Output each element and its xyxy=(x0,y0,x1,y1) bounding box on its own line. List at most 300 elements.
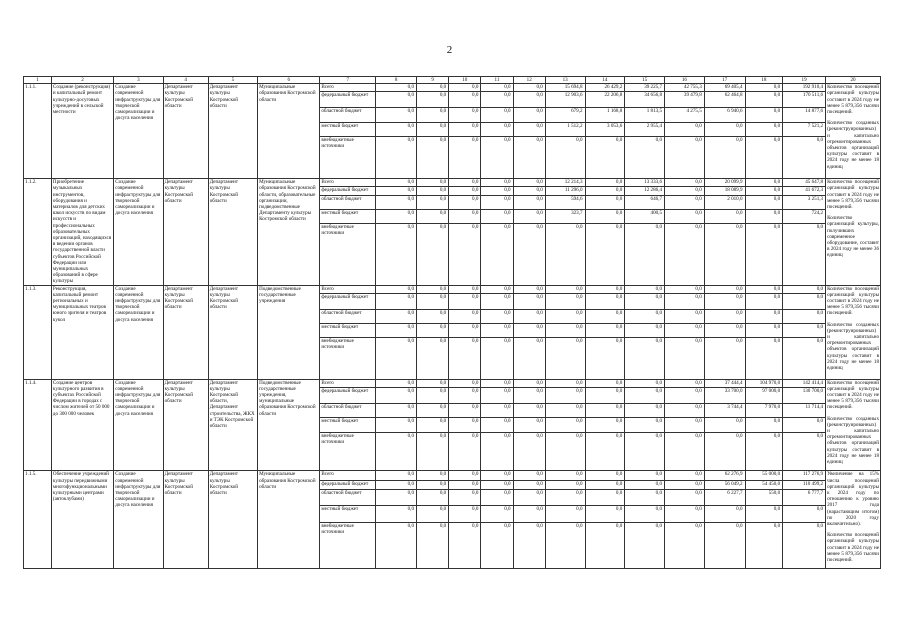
funding-value: 0,0 xyxy=(449,84,481,92)
funding-value: 0,0 xyxy=(545,506,585,522)
funding-value: 0,0 xyxy=(625,404,665,418)
funding-value: 0,0 xyxy=(585,432,625,471)
funding-value: 0,0 xyxy=(745,309,783,323)
funding-value: 56 049,2 xyxy=(704,480,745,489)
funding-value: 0,0 xyxy=(745,337,783,379)
funding-value: 0,0 xyxy=(585,187,625,195)
funding-value: 0,0 xyxy=(585,323,625,337)
funding-value: 13 333,6 xyxy=(625,179,665,187)
row-id: 1.1.3. xyxy=(24,285,52,379)
funding-value: 130 700,0 xyxy=(783,387,826,403)
funding-value: 0,0 xyxy=(665,309,705,323)
recipient: Подведомственные государственные учреждения, муниципальные образования Костромской области xyxy=(258,379,320,471)
measure-name: Приобретение музыкальных инструментов, оборудования и материалов для детских школ искусств по видам искусств и профессиональных образовательных организаций, находящихся в ведении органов государственной власти субъектов Российской Федерации или муниципальных образований в сфере культуры xyxy=(51,179,113,285)
funding-value: 0,0 xyxy=(513,92,545,108)
row-id: 1.1.1. xyxy=(24,84,52,179)
funding-value: 6 940,6 xyxy=(704,108,745,123)
funding-value: 0,0 xyxy=(665,179,705,187)
funding-source: федеральный бюджет xyxy=(320,92,376,108)
funding-value: 0,0 xyxy=(513,387,545,403)
funding-value: 0,0 xyxy=(449,209,481,223)
funding-value: 0,0 xyxy=(665,195,705,209)
funding-value: 0,0 xyxy=(449,108,481,123)
funding-value: 0,0 xyxy=(513,480,545,489)
funding-value: 0,0 xyxy=(745,123,783,137)
funding-value: 0,0 xyxy=(665,480,705,489)
result-text: Количество посещений организаций культуры составит в 2024 году не менее 5 879,356 тысячи посещений. xyxy=(827,285,879,317)
funding-value: 110 499,2 xyxy=(783,480,826,489)
funding-value: 0,0 xyxy=(625,224,665,285)
recipient: Подведомственные государственные учреждения xyxy=(258,285,320,379)
funding-value: 0,0 xyxy=(481,489,513,505)
funding-value: 0,0 xyxy=(449,506,481,522)
funding-value: 4 275,5 xyxy=(665,108,705,123)
administrator: Департамент культуры Костромской области xyxy=(163,179,208,285)
funding-value: 1 512,2 xyxy=(545,123,585,137)
column-number: 6 xyxy=(258,77,320,84)
column-number: 3 xyxy=(114,77,163,84)
funding-value: 0,0 xyxy=(376,432,417,471)
measure-goal: Создание современной инфраструктуры для творческой самореализации и досуга населения xyxy=(114,179,163,285)
funding-value: 0,0 xyxy=(665,522,705,569)
funding-value: 0,0 xyxy=(545,137,585,179)
row-id: 1.1.2. xyxy=(24,179,52,285)
funding-value: 0,0 xyxy=(481,108,513,123)
responsible-executor: Департамент культуры Костромской области xyxy=(208,471,257,569)
funding-value: 0,0 xyxy=(665,187,705,195)
column-number: 20 xyxy=(826,77,881,84)
funding-value: 54 450,0 xyxy=(745,480,783,489)
funding-value: 0,0 xyxy=(481,506,513,522)
funding-value: 0,0 xyxy=(376,404,417,418)
funding-value: 0,0 xyxy=(417,293,449,309)
funding-value: 0,0 xyxy=(704,432,745,471)
funding-value: 0,0 xyxy=(417,195,449,209)
funding-value: 0,0 xyxy=(745,418,783,432)
funding-value: 0,0 xyxy=(545,323,585,337)
funding-value: 0,0 xyxy=(585,309,625,323)
recipient: Муниципальные образования Костромской области xyxy=(258,471,320,569)
recipient: Муниципальные образования Костромской области xyxy=(258,84,320,179)
funding-value: 0,0 xyxy=(376,323,417,337)
funding-value: 0,0 xyxy=(376,84,417,92)
funding-value: 0,0 xyxy=(449,489,481,505)
table-row xyxy=(24,379,881,387)
funding-value: 0,0 xyxy=(481,337,513,379)
funding-value: 0,0 xyxy=(449,293,481,309)
funding-value: 0,0 xyxy=(625,522,665,569)
funding-value: 0,0 xyxy=(625,489,665,505)
funding-value: 34 656,8 xyxy=(625,92,665,108)
funding-value: 170 511,6 xyxy=(783,92,826,108)
expected-results xyxy=(826,285,881,379)
funding-value: 0,0 xyxy=(625,137,665,179)
funding-value: 0,0 xyxy=(417,506,449,522)
funding-value: 0,0 xyxy=(417,123,449,137)
funding-value: 0,0 xyxy=(585,285,625,293)
result-text: Количество посещений организаций культуры составит в 2024 году не менее 5 879,356 тысячи посещений. xyxy=(827,379,879,411)
funding-value: 0,0 xyxy=(376,92,417,108)
funding-value: 0,0 xyxy=(545,309,585,323)
funding-value: 0,0 xyxy=(376,195,417,209)
expected-results xyxy=(826,179,881,285)
funding-value: 0,0 xyxy=(513,187,545,195)
funding-value: 0,0 xyxy=(545,379,585,387)
funding-value: 0,0 xyxy=(665,471,705,480)
funding-value: 12 214,3 xyxy=(545,179,585,187)
funding-value: 0,0 xyxy=(745,506,783,522)
funding-value: 0,0 xyxy=(783,337,826,379)
result-text: Количество посещений организаций культуры составит в 2024 году не менее 5 879,356 тысячи посещений. xyxy=(827,532,879,563)
column-number: 11 xyxy=(481,77,513,84)
funding-value: 0,0 xyxy=(745,432,783,471)
result-text: Количество созданных (реконструированных) и капитально отремонтированных объектов организаций культуры составит в 2024 году не менее 18 единиц xyxy=(827,415,879,466)
administrator: Департамент культуры Костромской области xyxy=(163,285,208,379)
funding-source: местный бюджет xyxy=(320,506,376,522)
funding-value: 0,0 xyxy=(665,404,705,418)
table-row xyxy=(24,179,881,187)
funding-value: 0,0 xyxy=(745,179,783,187)
funding-value: 0,0 xyxy=(376,209,417,223)
funding-value: 42 755,3 xyxy=(665,84,705,92)
funding-value: 12 286,4 xyxy=(625,187,665,195)
funding-value: 0,0 xyxy=(513,123,545,137)
funding-value: 0,0 xyxy=(704,137,745,179)
funding-value: 550,0 xyxy=(745,489,783,505)
funding-value: 142 414,4 xyxy=(783,379,826,387)
funding-value: 0,0 xyxy=(513,379,545,387)
funding-value: 0,0 xyxy=(704,209,745,223)
funding-value: 594,6 xyxy=(545,195,585,209)
responsible-executor: Департамент культуры Костромской области, Департамент строительства, ЖКХ и ТЭК Костромской области xyxy=(208,379,257,471)
funding-value: 1 168,8 xyxy=(585,108,625,123)
funding-value: 0,0 xyxy=(376,108,417,123)
funding-value: 0,0 xyxy=(665,418,705,432)
column-number: 7 xyxy=(320,77,376,84)
result-text: Количество созданных (реконструированных) и капитально отремонтированных объектов организаций культуры составит в 2024 году не менее 18 единиц xyxy=(827,321,879,372)
funding-value: 1 813,5 xyxy=(625,108,665,123)
funding-value: 0,0 xyxy=(417,224,449,285)
funding-value: 0,0 xyxy=(625,471,665,480)
responsible-executor: Департамент культуры Костромской области xyxy=(208,285,257,379)
funding-value: 37 444,4 xyxy=(704,379,745,387)
funding-value: 0,0 xyxy=(513,285,545,293)
column-number: 9 xyxy=(417,77,449,84)
funding-value: 39 479,8 xyxy=(665,92,705,108)
expected-results xyxy=(826,379,881,471)
funding-value: 0,0 xyxy=(783,285,826,293)
funding-value: 0,0 xyxy=(665,224,705,285)
funding-value: 7 521,2 xyxy=(783,123,826,137)
result-text: Увеличение на 15% числа посещений организаций культуры к 2024 году по отношению к уровню 2017 года (нарастающим итогом) по 2020 году включительно). xyxy=(827,471,879,527)
funding-value: 0,0 xyxy=(625,387,665,403)
column-number: 2 xyxy=(51,77,113,84)
funding-value: 0,0 xyxy=(417,418,449,432)
funding-value: 0,0 xyxy=(585,506,625,522)
funding-value: 0,0 xyxy=(585,522,625,569)
funding-value: 0,0 xyxy=(625,432,665,471)
funding-value: 0,0 xyxy=(513,293,545,309)
funding-value: 0,0 xyxy=(481,404,513,418)
funding-value: 0,0 xyxy=(449,195,481,209)
funding-value: 97 000,0 xyxy=(745,387,783,403)
column-number: 14 xyxy=(585,77,625,84)
funding-value: 0,0 xyxy=(745,293,783,309)
funding-value: 0,0 xyxy=(585,480,625,489)
funding-value: 0,0 xyxy=(481,309,513,323)
funding-source: федеральный бюджет xyxy=(320,387,376,403)
column-number: 16 xyxy=(665,77,705,84)
funding-source: внебюджетные источники xyxy=(320,432,376,471)
funding-value: 0,0 xyxy=(545,224,585,285)
funding-value: 0,0 xyxy=(625,480,665,489)
funding-source: областной бюджет xyxy=(320,489,376,505)
funding-value: 0,0 xyxy=(585,379,625,387)
funding-value: 679,2 xyxy=(545,108,585,123)
funding-value: 0,0 xyxy=(513,84,545,92)
funding-value: 0,0 xyxy=(745,209,783,223)
funding-value: 0,0 xyxy=(704,522,745,569)
funding-source: федеральный бюджет xyxy=(320,187,376,195)
measure-goal: Создание современной инфраструктуры для творческой самореализации и досуга населения xyxy=(114,379,163,471)
funding-value: 0,0 xyxy=(665,137,705,179)
funding-value: 0,0 xyxy=(783,432,826,471)
funding-source: Всего xyxy=(320,379,376,387)
funding-value: 0,0 xyxy=(745,108,783,123)
funding-value: 0,0 xyxy=(376,471,417,480)
funding-value: 0,0 xyxy=(704,309,745,323)
funding-value: 117 276,9 xyxy=(783,471,826,480)
funding-value: 0,0 xyxy=(783,323,826,337)
funding-value: 0,0 xyxy=(481,432,513,471)
funding-value: 0,0 xyxy=(783,293,826,309)
funding-value: 0,0 xyxy=(376,480,417,489)
funding-value: 0,0 xyxy=(665,506,705,522)
funding-value: 0,0 xyxy=(585,224,625,285)
funding-value: 0,0 xyxy=(417,84,449,92)
funding-value: 0,0 xyxy=(376,123,417,137)
funding-value: 0,0 xyxy=(513,471,545,480)
funding-value: 0,0 xyxy=(417,337,449,379)
column-number: 12 xyxy=(513,77,545,84)
funding-value: 0,0 xyxy=(417,179,449,187)
funding-value: 192 910,4 xyxy=(783,84,826,92)
funding-value: 0,0 xyxy=(783,506,826,522)
funding-value: 0,0 xyxy=(449,337,481,379)
funding-value: 0,0 xyxy=(513,522,545,569)
funding-value: 0,0 xyxy=(745,92,783,108)
row-id: 1.1.5. xyxy=(24,471,52,569)
funding-value: 20 099,9 xyxy=(704,179,745,187)
funding-source: областной бюджет xyxy=(320,404,376,418)
funding-value: 0,0 xyxy=(417,489,449,505)
result-text: Количество организаций культуры, получивших современное оборудование, составит в 2024 году не менее 36 единиц xyxy=(827,215,879,259)
funding-value: 0,0 xyxy=(545,471,585,480)
funding-value: 0,0 xyxy=(585,418,625,432)
funding-value: 0,0 xyxy=(585,489,625,505)
funding-value: 0,0 xyxy=(625,309,665,323)
measure-name: Обеспечение учреждений культуры передвижными многофункциональными культурными центрами (автоклубами) xyxy=(51,471,113,569)
funding-value: 0,0 xyxy=(545,404,585,418)
funding-value: 0,0 xyxy=(449,323,481,337)
funding-value: 0,0 xyxy=(417,522,449,569)
funding-value: 0,0 xyxy=(376,337,417,379)
funding-value: 0,0 xyxy=(417,285,449,293)
funding-value: 0,0 xyxy=(783,418,826,432)
funding-value: 0,0 xyxy=(665,285,705,293)
table-row xyxy=(24,471,881,480)
funding-value: 0,0 xyxy=(417,471,449,480)
funding-value: 0,0 xyxy=(545,480,585,489)
funding-source: местный бюджет xyxy=(320,323,376,337)
funding-value: 0,0 xyxy=(481,323,513,337)
funding-value: 0,0 xyxy=(745,195,783,209)
funding-value: 15 694,8 xyxy=(545,84,585,92)
funding-value: 0,0 xyxy=(665,387,705,403)
funding-value: 0,0 xyxy=(585,137,625,179)
funding-value: 0,0 xyxy=(513,224,545,285)
funding-value: 0,0 xyxy=(449,471,481,480)
funding-value: 0,0 xyxy=(449,379,481,387)
funding-value: 104 970,0 xyxy=(745,379,783,387)
funding-value: 39 225,7 xyxy=(625,84,665,92)
funding-value: 0,0 xyxy=(376,309,417,323)
funding-value: 0,0 xyxy=(585,293,625,309)
funding-value: 0,0 xyxy=(376,179,417,187)
funding-value: 55 000,0 xyxy=(745,471,783,480)
column-number: 15 xyxy=(625,77,665,84)
funding-value: 0,0 xyxy=(625,337,665,379)
result-text: Количество посещений организаций культуры составит в 2024 году не менее 5 879,356 тысячи посещений. xyxy=(827,179,879,211)
funding-value: 0,0 xyxy=(745,84,783,92)
measure-name: Создание (реконструкция) и капитальный ремонт культурно-досуговых учреждений в сельской местности xyxy=(51,84,113,179)
funding-value: 0,0 xyxy=(545,489,585,505)
funding-value: 0,0 xyxy=(417,323,449,337)
funding-value: 0,0 xyxy=(513,108,545,123)
funding-value: 0,0 xyxy=(745,285,783,293)
funding-value: 0,0 xyxy=(665,337,705,379)
funding-value: 0,0 xyxy=(449,418,481,432)
funding-value: 0,0 xyxy=(545,285,585,293)
funding-value: 0,0 xyxy=(704,224,745,285)
funding-value: 0,0 xyxy=(449,224,481,285)
funding-value: 0,0 xyxy=(545,387,585,403)
administrator: Департамент культуры Костромской области xyxy=(163,379,208,471)
funding-value: 0,0 xyxy=(625,293,665,309)
program-table xyxy=(23,76,881,569)
funding-value: 0,0 xyxy=(481,195,513,209)
funding-value: 0,0 xyxy=(745,224,783,285)
column-number: 19 xyxy=(783,77,826,84)
funding-value: 0,0 xyxy=(783,224,826,285)
funding-value: 0,0 xyxy=(449,137,481,179)
funding-value: 0,0 xyxy=(625,285,665,293)
funding-value: 0,0 xyxy=(481,379,513,387)
funding-value: 0,0 xyxy=(449,480,481,489)
funding-value: 0,0 xyxy=(665,489,705,505)
funding-source: Всего xyxy=(320,285,376,293)
funding-value: 3 053,6 xyxy=(585,123,625,137)
column-number: 8 xyxy=(376,77,417,84)
funding-value: 0,0 xyxy=(585,179,625,187)
funding-value: 0,0 xyxy=(745,323,783,337)
funding-value: 0,0 xyxy=(481,418,513,432)
funding-value: 0,0 xyxy=(481,293,513,309)
funding-value: 22 206,8 xyxy=(585,92,625,108)
funding-value: 724,2 xyxy=(783,209,826,223)
funding-value: 69 405,4 xyxy=(704,84,745,92)
funding-value: 0,0 xyxy=(417,309,449,323)
expected-results xyxy=(826,471,881,569)
funding-source: Всего xyxy=(320,471,376,480)
funding-value: 0,0 xyxy=(513,337,545,379)
funding-value: 0,0 xyxy=(481,285,513,293)
funding-value: 0,0 xyxy=(481,522,513,569)
funding-value: 0,0 xyxy=(704,506,745,522)
funding-value: 0,0 xyxy=(481,92,513,108)
funding-value: 11 296,0 xyxy=(545,187,585,195)
funding-value: 0,0 xyxy=(513,489,545,505)
funding-value: 0,0 xyxy=(376,522,417,569)
funding-value: 3 744,4 xyxy=(704,404,745,418)
measure-goal: Создание современной инфраструктуры для творческой самореализации и досуга населения xyxy=(114,84,163,179)
funding-value: 323,7 xyxy=(545,209,585,223)
funding-value: 6 227,7 xyxy=(704,489,745,505)
responsible-executor: Департамент культуры Костромской области xyxy=(208,179,257,285)
funding-value: 0,0 xyxy=(417,108,449,123)
column-number: 1 xyxy=(24,77,52,84)
funding-value: 0,0 xyxy=(704,418,745,432)
funding-value: 0,0 xyxy=(449,179,481,187)
funding-value: 0,0 xyxy=(481,84,513,92)
funding-value: 0,0 xyxy=(625,506,665,522)
funding-source: федеральный бюджет xyxy=(320,480,376,489)
funding-value: 0,0 xyxy=(376,387,417,403)
funding-source: Всего xyxy=(320,179,376,187)
funding-value: 0,0 xyxy=(513,209,545,223)
funding-value: 0,0 xyxy=(513,432,545,471)
column-number: 5 xyxy=(208,77,257,84)
funding-value: 0,0 xyxy=(449,187,481,195)
measure-goal: Создание современной инфраструктуры для творческой самореализации и досуга населения xyxy=(114,471,163,569)
funding-value: 18 089,9 xyxy=(704,187,745,195)
funding-value: 0,0 xyxy=(481,187,513,195)
funding-value: 26 429,2 xyxy=(585,84,625,92)
funding-value: 0,0 xyxy=(449,123,481,137)
funding-value: 0,0 xyxy=(625,323,665,337)
funding-source: областной бюджет xyxy=(320,309,376,323)
funding-value: 0,0 xyxy=(376,506,417,522)
funding-value: 0,0 xyxy=(376,293,417,309)
funding-value: 0,0 xyxy=(376,489,417,505)
expected-results xyxy=(826,84,881,179)
result-text: Количество посещений организаций культуры составит в 2024 году не менее 5 879,356 тысячи посещений. xyxy=(827,84,879,116)
funding-value: 0,0 xyxy=(585,387,625,403)
funding-value: 0,0 xyxy=(585,337,625,379)
funding-value: 0,0 xyxy=(417,209,449,223)
funding-value: 0,0 xyxy=(745,187,783,195)
funding-value: 400,5 xyxy=(625,209,665,223)
funding-source: федеральный бюджет xyxy=(320,293,376,309)
funding-value: 0,0 xyxy=(417,137,449,179)
funding-value: 0,0 xyxy=(513,404,545,418)
funding-value: 0,0 xyxy=(417,187,449,195)
funding-value: 0,0 xyxy=(376,224,417,285)
funding-value: 12 903,6 xyxy=(545,92,585,108)
funding-value: 0,0 xyxy=(704,293,745,309)
funding-value: 0,0 xyxy=(545,337,585,379)
funding-value: 0,0 xyxy=(513,179,545,187)
